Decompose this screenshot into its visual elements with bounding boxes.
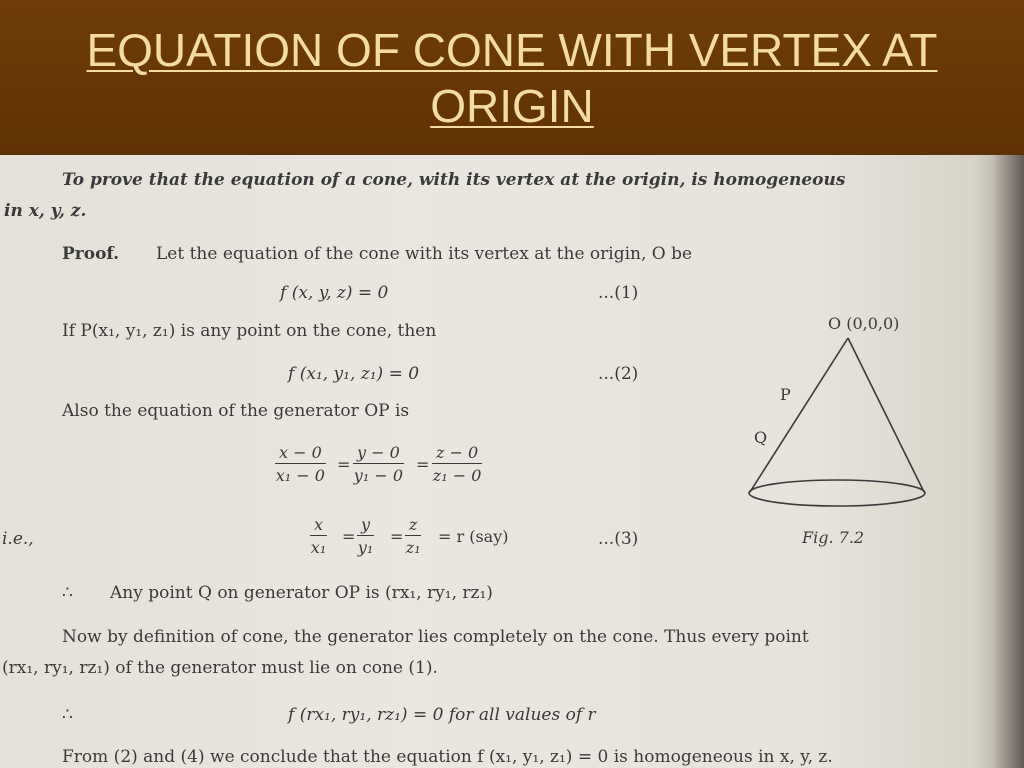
- any-point-line: Any point Q on generator OP is (rx₁, ry₁, rz₁): [110, 583, 493, 603]
- scanned-page: [0, 155, 1024, 768]
- proof-label: Proof.: [62, 244, 120, 264]
- equals-sign: =: [416, 455, 430, 474]
- ratio-fraction-z: [405, 515, 421, 557]
- generator-line: Also the equation of the generator OP is: [62, 401, 410, 421]
- definition-line-2: (rx₁, ry₁, rz₁) of the generator must lie on cone (1).: [2, 658, 438, 678]
- theorem-statement-line-1: To prove that the equation of a cone, with its vertex at the origin, is homogeneous: [62, 170, 846, 190]
- ratio-fraction-x: [310, 515, 327, 557]
- fraction-numerator: x: [310, 515, 327, 536]
- point-p-label: P: [780, 385, 791, 404]
- fraction-numerator: y − 0: [353, 443, 404, 464]
- title-line-2: ORIGIN: [430, 80, 594, 132]
- therefore-symbol: ∴: [62, 705, 73, 725]
- equation-2-tag: ...(2): [598, 364, 639, 384]
- proof-text: Let the equation of the cone with its vertex at the origin, O be: [156, 244, 693, 264]
- fraction-denominator: y₁ − 0: [353, 466, 403, 485]
- cone-base-ellipse: [749, 480, 925, 506]
- cone-generator-line-right: [848, 338, 924, 492]
- fraction-numerator: z: [405, 515, 421, 536]
- fraction-denominator: y₁: [357, 538, 374, 557]
- ratio-tail: = r (say): [438, 527, 509, 546]
- equals-sign: =: [342, 527, 356, 546]
- generator-fraction-x: [275, 443, 326, 485]
- conclusion-line: From (2) and (4) we conclude that the equation f (x₁, y₁, z₁) = 0 is homogeneous in x, y, z.: [62, 747, 833, 767]
- fraction-numerator: x − 0: [275, 443, 326, 464]
- equation-3-tag: ...(3): [598, 529, 639, 549]
- equation-1: f (x, y, z) = 0: [280, 283, 389, 303]
- figure-caption: Fig. 7.2: [802, 528, 865, 547]
- ratio-fraction-y: [357, 515, 374, 557]
- definition-line-1: Now by definition of cone, the generator lies completely on the cone. Thus every point: [62, 627, 809, 647]
- cone-drawing: [740, 310, 940, 520]
- theorem-statement-line-2: in x, y, z.: [4, 201, 87, 221]
- cone-figure: [740, 310, 940, 520]
- fraction-denominator: x₁ − 0: [275, 466, 325, 485]
- slide-title: [40, 22, 984, 134]
- equals-sign: =: [337, 455, 351, 474]
- fraction-denominator: z₁: [405, 538, 421, 557]
- cone-generator-line-left: [750, 338, 848, 492]
- point-q-label: Q: [754, 428, 768, 447]
- generator-fraction-y: [353, 443, 404, 485]
- therefore-symbol: ∴: [62, 583, 73, 603]
- fraction-denominator: x₁: [310, 538, 327, 557]
- equation-4: f (rx₁, ry₁, rz₁) = 0 for all values of r: [288, 705, 596, 725]
- fraction-numerator: z − 0: [432, 443, 482, 464]
- equals-sign: =: [390, 527, 404, 546]
- generator-fraction-z: [432, 443, 482, 485]
- equation-1-tag: ...(1): [598, 283, 639, 303]
- ie-label: i.e.,: [2, 529, 34, 549]
- equation-2: f (x₁, y₁, z₁) = 0: [288, 364, 420, 384]
- page-edge-shadow: [992, 155, 1024, 768]
- title-line-1: EQUATION OF CONE WITH VERTEX AT: [86, 24, 938, 76]
- fraction-numerator: y: [357, 515, 374, 536]
- fraction-denominator: z₁ − 0: [432, 466, 482, 485]
- slide-header: [0, 0, 1024, 155]
- vertex-label: O (0,0,0): [828, 314, 900, 333]
- if-point-line: If P(x₁, y₁, z₁) is any point on the cone, then: [62, 321, 437, 341]
